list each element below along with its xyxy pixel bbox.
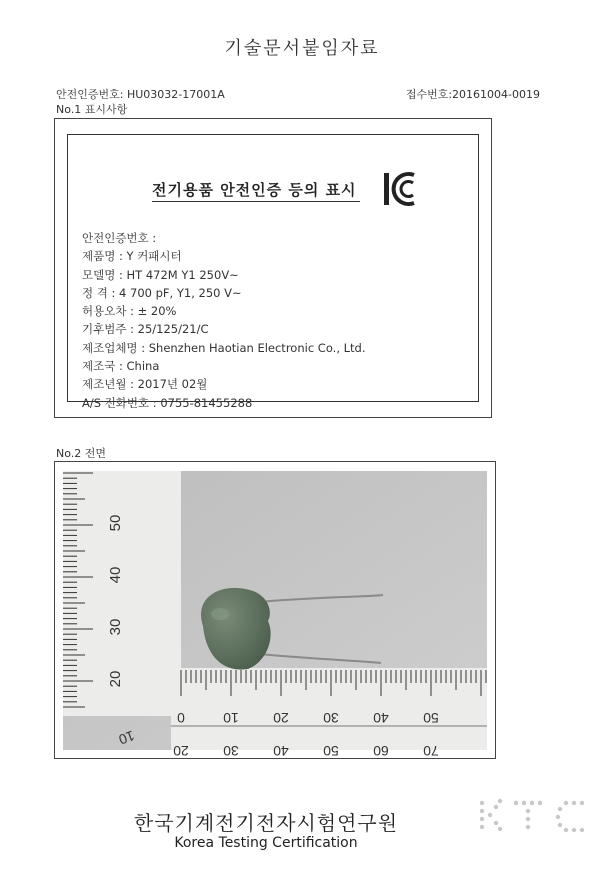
ruler-label: 20 bbox=[107, 670, 124, 688]
ruler-label: 70 bbox=[423, 743, 439, 759]
label-line: 제조년월 : 2017년 02월 bbox=[82, 377, 208, 392]
label-line: 허용오차 : ± 20% bbox=[82, 304, 177, 319]
section-2-heading: No.2 전면 bbox=[56, 447, 107, 460]
horizontal-ruler bbox=[116, 668, 487, 759]
label-frame bbox=[67, 134, 479, 410]
label-line: 기후범주 : 25/125/21/C bbox=[82, 322, 209, 337]
institute-korean-name: 한국기계전기전자시험연구원 bbox=[133, 811, 399, 835]
ruler-label: 50 bbox=[323, 743, 339, 759]
label-title-underline bbox=[152, 201, 360, 202]
ruler-label: 40 bbox=[107, 566, 124, 584]
ruler-label: 40 bbox=[273, 743, 289, 759]
ruler-label: 50 bbox=[107, 514, 124, 532]
label-title: 전기용품 안전인증 등의 표시 bbox=[152, 181, 357, 199]
label-line: 제조업체명 : Shenzhen Haotian Electronic Co., Ltd. bbox=[82, 340, 366, 355]
document-title: 기술문서붙임자료 bbox=[224, 38, 380, 59]
ruler-label: 0 bbox=[177, 710, 185, 726]
vertical-ruler bbox=[63, 471, 181, 716]
label-line: 정 격 : 4 700 pF, Y1, 250 V~ bbox=[82, 285, 242, 300]
ruler-label: 30 bbox=[223, 743, 239, 759]
certification-number: 안전인증번호: HU03032-17001A bbox=[56, 88, 225, 101]
label-line: 제품명 : Y 커패시터 bbox=[82, 249, 182, 264]
kc-mark-icon bbox=[383, 172, 417, 206]
label-line: 안전인증번호 : bbox=[82, 231, 157, 245]
ruler-label: 20 bbox=[273, 710, 289, 726]
label-fields bbox=[82, 229, 366, 412]
ktc-logo-icon bbox=[476, 795, 590, 837]
capacitor-photo bbox=[63, 471, 487, 759]
label-outer-frame bbox=[54, 118, 492, 418]
ruler-label: 30 bbox=[323, 710, 339, 726]
ruler-label: 10 bbox=[116, 727, 137, 748]
ruler-label: 40 bbox=[373, 710, 389, 726]
label-line: 제조국 : China bbox=[82, 359, 160, 374]
label-line: A/S 전화번호 : 0755-81455288 bbox=[82, 395, 253, 410]
label-line: 모델명 : HT 472M Y1 250V~ bbox=[82, 267, 239, 282]
ruler-label: 60 bbox=[373, 743, 389, 759]
photo-frame bbox=[54, 461, 496, 759]
ruler-label: 50 bbox=[423, 710, 439, 726]
ruler-label: 30 bbox=[107, 618, 124, 636]
section-1-heading: No.1 표시사항 bbox=[56, 103, 128, 116]
ruler-label: 10 bbox=[223, 710, 239, 726]
institute-english-name: Korea Testing Certification bbox=[174, 835, 358, 851]
receipt-number: 접수번호:20161004-0019 bbox=[405, 88, 540, 101]
ruler-label: 20 bbox=[173, 743, 189, 759]
